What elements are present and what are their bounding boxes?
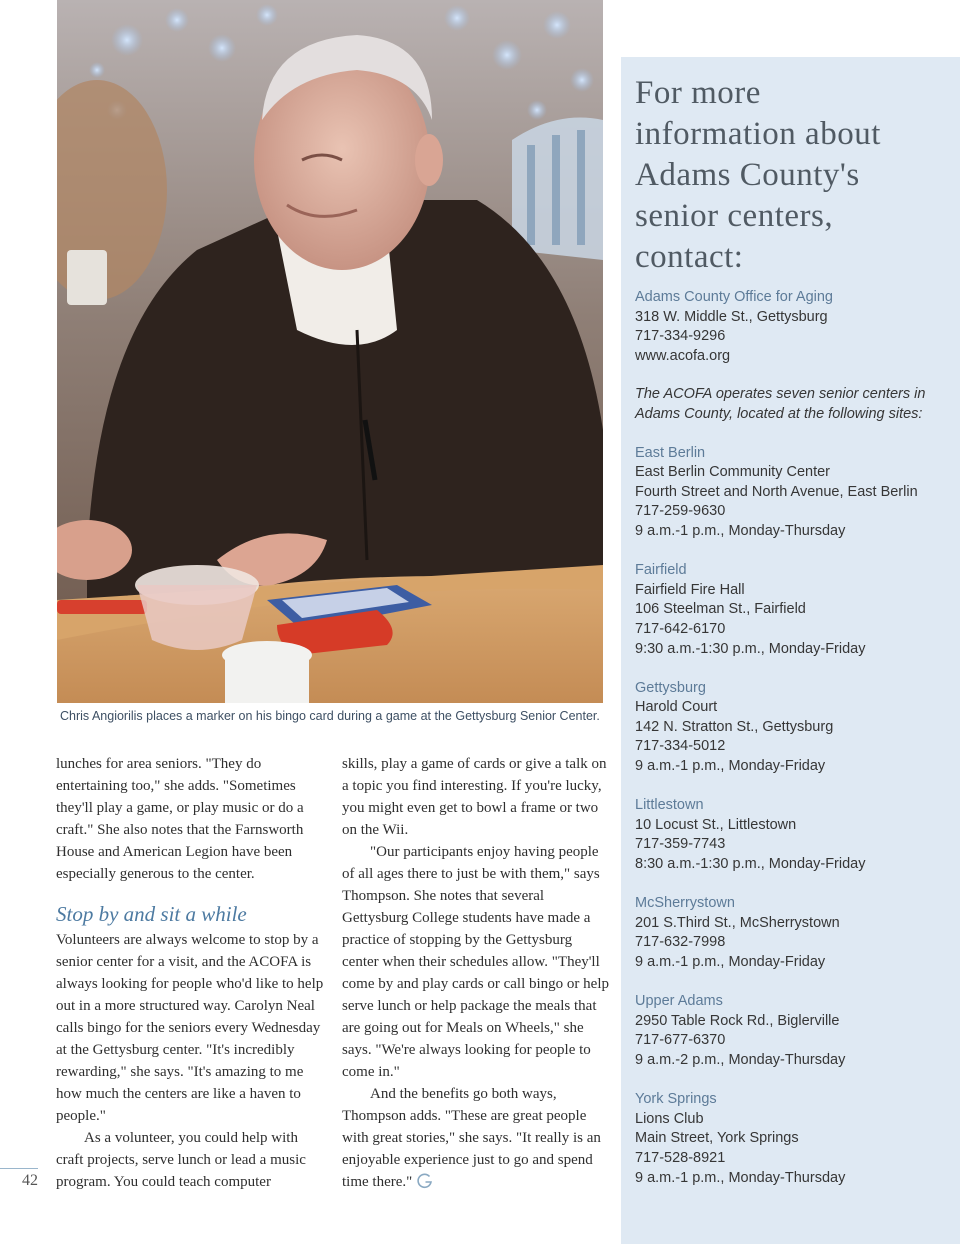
article-paragraph: lunches for area seniors. "They do entertaining too," she adds. "Sometimes they'll play a game, or play music or do a craft." She also notes that the Farnsworth House and American Legion have been especially generous to the center.	[56, 756, 304, 882]
site-address: Fourth Street and North Avenue, East Berlin	[635, 483, 918, 500]
office-phone: 717-334-9296	[635, 328, 726, 345]
site-hours: 9 a.m.-1 p.m., Monday-Friday	[635, 954, 826, 970]
site-york-springs	[635, 1090, 955, 1188]
site-address: 10 Locust St., Littlestown	[635, 816, 797, 833]
site-address: 201 S.Third St., McSherrystown	[635, 914, 840, 931]
page-number-rule	[0, 1168, 38, 1169]
site-town: York Springs	[635, 1091, 717, 1108]
site-town: McSherrystown	[635, 895, 735, 912]
site-place: Fairfield Fire Hall	[635, 581, 745, 598]
site-hours: 9 a.m.-1 p.m., Monday-Thursday	[635, 1169, 846, 1186]
article-paragraph: As a volunteer, you could help with craft projects, serve lunch or lead a music program. You could teach computer	[56, 1130, 306, 1190]
photo-caption: Chris Angiorilis places a marker on his bingo card during a game at the Gettysburg Senior Center.	[60, 709, 600, 723]
magazine-g-end-mark-icon	[416, 1172, 434, 1190]
article-paragraph: Volunteers are always welcome to stop by a senior center for a visit, and the ACOFA is always looking for people who'd like to help out in a more structured way. Carolyn Neal calls bingo for the seniors every Wednesday at the Gettysburg center. "It's incredibly rewarding," she says. "It's amazing to me how much the centers are like a haven to people."	[56, 932, 324, 1124]
office-address: 318 W. Middle St., Gettysburg	[635, 308, 828, 325]
site-phone: 717-528-8921	[635, 1149, 726, 1166]
site-phone: 717-642-6170	[635, 620, 726, 637]
site-town: East Berlin	[635, 444, 706, 461]
photo-illustration	[57, 0, 603, 703]
site-hours: 9 a.m.-2 p.m., Monday-Thursday	[635, 1051, 846, 1068]
site-hours: 8:30 a.m.-1:30 p.m., Monday-Friday	[635, 856, 866, 873]
office-website-link[interactable]: www.acofa.org	[635, 347, 731, 364]
site-town: Littlestown	[635, 797, 704, 814]
site-phone: 717-632-7998	[635, 934, 726, 951]
sidebar-title-line: contact:	[635, 239, 744, 275]
site-hours: 9 a.m.-1 p.m., Monday-Thursday	[635, 522, 846, 539]
site-place: Harold Court	[635, 699, 718, 716]
site-address: 142 N. Stratton St., Gettysburg	[635, 718, 834, 735]
sidebar-title-line: senior centers,	[635, 198, 834, 234]
article-column-left	[56, 753, 326, 1193]
site-hours: 9 a.m.-1 p.m., Monday-Friday	[635, 758, 826, 775]
article-paragraph: skills, play a game of cards or give a talk on a topic you find interesting. If you're lucky, you might even get to bowl a frame or two on the Wii.	[342, 756, 607, 838]
site-littlestown	[635, 796, 955, 874]
sidebar-title-line: For more	[635, 75, 761, 111]
sidebar-title-line: Adams County's	[635, 157, 860, 193]
article-paragraph-text: And the benefits go both ways, Thompson adds. "These are great people with great stories," she says. "It really is an enjoyable experience just to go and spend time there."	[342, 1086, 601, 1190]
site-address: 2950 Table Rock Rd., Biglerville	[635, 1012, 840, 1029]
office-name: Adams County Office for Aging	[635, 289, 834, 305]
article-subhead: Stop by and sit a while	[56, 902, 247, 926]
sites-note-line: Adams County, located at the following sites:	[635, 405, 923, 422]
page-number: 42	[22, 1172, 38, 1189]
contact-sidebar	[621, 57, 960, 1244]
site-address: 106 Steelman St., Fairfield	[635, 601, 806, 618]
site-phone: 717-677-6370	[635, 1032, 726, 1049]
site-address: Main Street, York Springs	[635, 1130, 799, 1147]
article-paragraph: "Our participants enjoy having people of all ages there to just be with them," says Thompson. She notes that several Gettysburg College students have made a practice of stopping by the Gettysburg center when their schedules allow. "They'll come by and play cards or call bingo or help serve lunch or help package the meals that are going out for Meals on Wheels," she says. "We're always looking for people to come in."	[342, 844, 609, 1080]
site-east-berlin	[635, 444, 955, 542]
site-place: East Berlin Community Center	[635, 464, 831, 481]
site-place: Lions Club	[635, 1110, 704, 1127]
sidebar-title	[635, 73, 955, 278]
site-town: Upper Adams	[635, 993, 723, 1010]
site-fairfield	[635, 561, 955, 659]
article-paragraph-last	[342, 1083, 610, 1193]
site-phone: 717-259-9630	[635, 503, 726, 520]
sites-note	[635, 385, 955, 424]
site-town: Gettysburg	[635, 679, 706, 696]
site-phone: 717-359-7743	[635, 836, 726, 853]
article-column-right	[342, 753, 610, 1193]
sidebar-title-line: information about	[635, 116, 881, 152]
site-town: Fairfield	[635, 562, 687, 579]
sites-note-line: The ACOFA operates seven senior centers in	[635, 386, 926, 403]
site-gettysburg	[635, 679, 955, 777]
bingo-photo	[57, 0, 603, 703]
site-mcsherrystown	[635, 894, 955, 972]
site-upper-adams	[635, 992, 955, 1070]
site-hours: 9:30 a.m.-1:30 p.m., Monday-Friday	[635, 640, 866, 657]
office-contact	[635, 288, 955, 1188]
site-phone: 717-334-5012	[635, 738, 726, 755]
